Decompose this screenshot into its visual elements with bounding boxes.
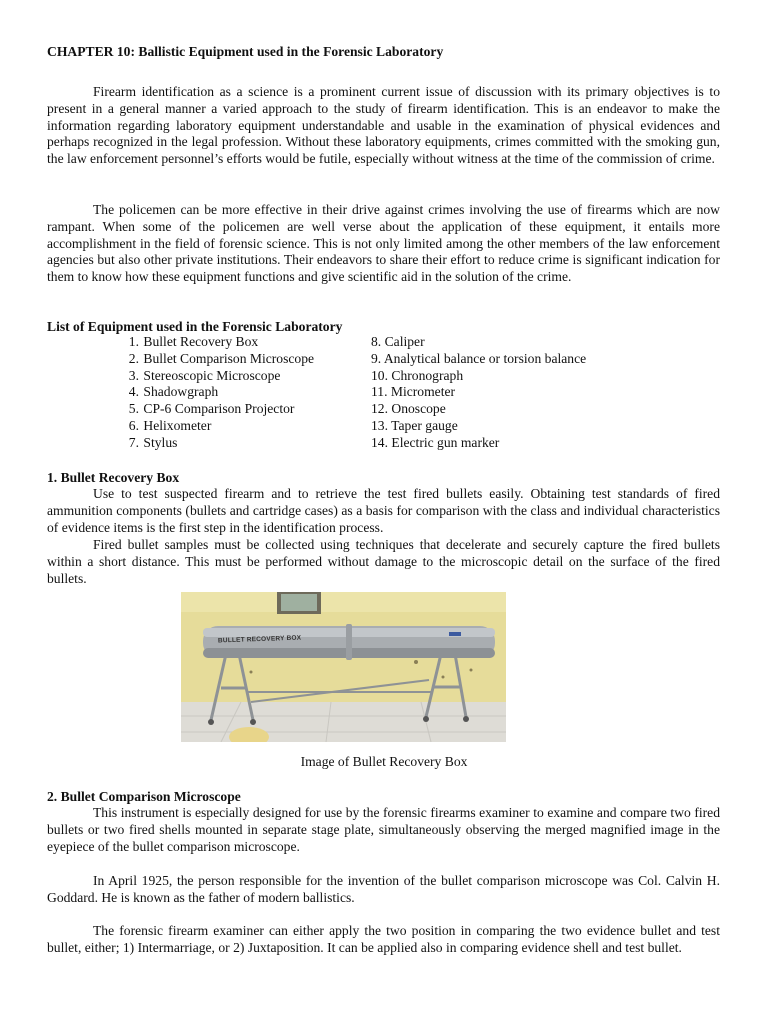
list-item: 12. Onoscope	[371, 401, 446, 417]
equipment-list-left	[116, 334, 314, 452]
section-2-heading: 2. Bullet Comparison Microscope	[47, 789, 241, 804]
image-caption: Image of Bullet Recovery Box	[300, 754, 468, 769]
list-item: 2. Bullet Comparison Microscope	[128, 350, 315, 366]
list-item: 9. Analytical balance or torsion balance	[371, 350, 587, 366]
list-item: 14. Electric gun marker	[371, 434, 500, 450]
list-item: 5. CP-6 Comparison Projector	[128, 401, 295, 417]
list-item: 10. Chronograph	[371, 367, 464, 383]
section-2-paragraph: In April 1925, the person responsible for the invention of the bullet comparison microscope was Col. Calvin H. Goddard. He is known as the father of modern ballistics.	[47, 873, 720, 905]
section-2-paragraph: This instrument is especially designed for use by the forensic firearms examiner to examine and compare two fired bullets or two fired shells mounted in separate stage plate, simultaneously observing the merged magnified image in the eyepiece of the bullet comparison microscope.	[47, 805, 720, 854]
list-item: 4. Shadowgraph	[128, 384, 219, 400]
list-item: 3. Stereoscopic Microscope	[128, 367, 281, 383]
list-item: 6. Helixometer	[128, 417, 212, 433]
list-item: 8. Caliper	[371, 334, 425, 349]
list-item: 13. Taper gauge	[371, 417, 458, 433]
section-2-paragraph: The forensic firearm examiner can either apply the two position in comparing the two evidence bullet and test bullet, either; 1) Intermarriage, or 2) Juxtaposition. It can be applied also in comparing evidence shell and test bullet.	[47, 923, 720, 955]
chapter-title: CHAPTER 10: Ballistic Equipment used in the Forensic Laboratory	[47, 44, 444, 59]
list-item: 1. Bullet Recovery Box	[128, 334, 259, 349]
section-1-paragraph: Fired bullet samples must be collected using techniques that decelerate and securely capture the fired bullets within a short distance. This must be performed without damage to the microscopic detail on the surface of the fired bullets.	[47, 537, 720, 586]
equipment-list-right	[371, 334, 586, 452]
equipment-list-heading: List of Equipment used in the Forensic Laboratory	[47, 319, 343, 334]
section-1-heading: 1. Bullet Recovery Box	[47, 470, 180, 485]
intro-paragraph: Firearm identification as a science is a prominent current issue of discussion with its primary objectives is to present in a general manner a varied approach to the study of firearm identification. This is an endeavor to make the information regarding laboratory equipment understandable and usable in the examination of physical evidences and perhaps recognized in the legal profession. Without these laboratory equipments, crimes committed with the smoking gun, the law enforcement personnel’s efforts would be futile, especially without witness at the time of the commission of crime.	[47, 84, 720, 167]
list-item: 11. Micrometer	[371, 384, 456, 400]
intro-paragraph: The policemen can be more effective in their drive against crimes involving the use of firearms which are now rampant. When some of the policemen are well verse about the application of these equipment, it entails more accomplishment in the field of forensic science. This is not only limited among the other members of the law enforcement agencies but also other private institutions. Their endeavors to share their effort to reduce crime is significant indication for them to know how these equipment functions and give scientific aid in the solution of the crime.	[47, 202, 720, 285]
bullet-recovery-box-image	[181, 592, 506, 742]
list-item: 7. Stylus	[128, 434, 178, 450]
section-1-paragraph: Use to test suspected firearm and to retrieve the test fired bullets easily. Obtaining test standards of fired ammunition components (bullets and cartridge cases) as a basis for comparison with the class and individual characteristics of evidence items is the first step in the identification process.	[47, 486, 720, 535]
photo-label: BULLET RECOVERY BOX	[217, 634, 302, 645]
